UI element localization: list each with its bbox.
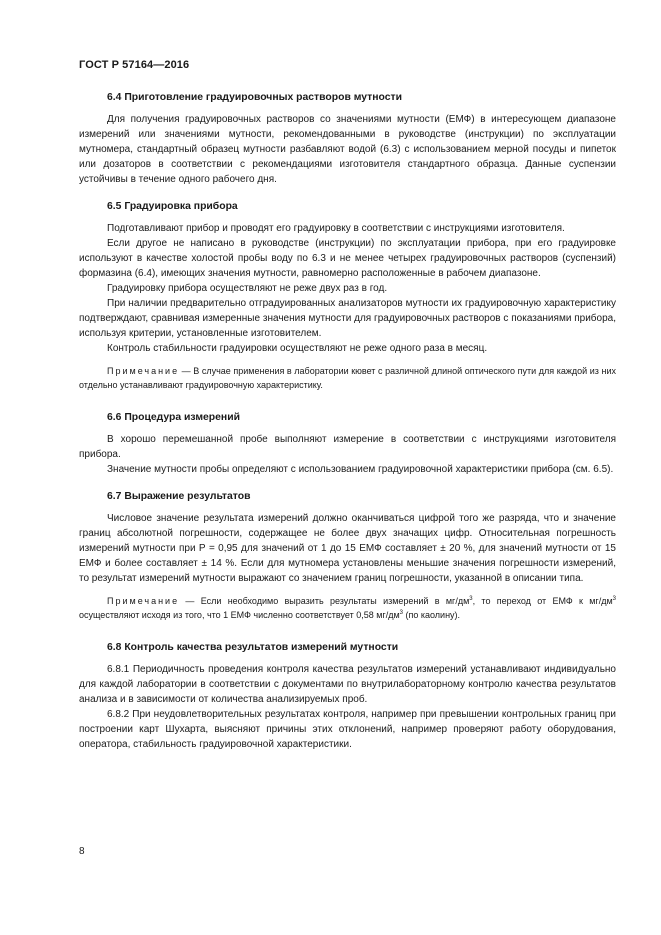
section-6-4-title: 6.4 Приготовление градуировочных растворов мутности (107, 92, 403, 103)
section-6-6-paragraph-2: Значение мутности пробы определяют с использованием градуировочной характеристики прибора (см. 6.5). (107, 464, 614, 475)
section-6-7-title: 6.7 Выражение результатов (107, 491, 251, 502)
page-body (79, 90, 616, 752)
page-number: 8 (79, 846, 85, 857)
section-6-6-title: 6.6 Процедура измерений (107, 412, 240, 423)
section-6-5-title: 6.5 Градуировка прибора (107, 201, 238, 212)
section-6-5-note (79, 364, 616, 392)
note-label: Примечание (107, 596, 180, 606)
section-6-5-paragraph-3: Градуировку прибора осуществляют не реже двух раз в год. (107, 283, 388, 294)
section-6-8-1-paragraph: 6.8.1 Периодичность проведения контроля качества результатов измерений устанавливают индивидуально для каждой лаборатории в соответствии с документами по внутрилабораторному контролю качества результатов анализа и в зависимости от количества анализируемых проб. (79, 664, 616, 705)
section-6-8-2-paragraph: 6.8.2 При неудовлетворительных результатах контроля, например при превышении контрольных границ при построении карт Шухарта, выясняют причины этих отклонений, например проверяют работу оборудования, оператора, стабильность градуировочной характеристики. (79, 709, 616, 750)
document-header: ГОСТ Р 57164—2016 (79, 59, 190, 71)
section-6-7-note (79, 594, 616, 622)
section-6-5-paragraph-5: Контроль стабильности градуировки осуществляют не реже одного раза в месяц. (107, 343, 488, 354)
superscript: 3 (612, 596, 616, 602)
section-6-4-paragraph: Для получения градуировочных растворов со значениями мутности (ЕМФ) в интересующем диапазоне измерений или значениями мутности, рекомендованными в руководстве (инструкции) по эксплуатации мутномера, стандартный образец мутности разбавляют водой (6.3) с использованием мерной посуды и пипеток или дозаторов в соответствии с рекомендациями изготовителя стандартного образца. Данные суспензии устойчивы в течение одного рабочего дня. (79, 114, 616, 185)
note-text-part: — Если необходимо выразить результаты измерений в мг/дм (179, 596, 470, 606)
section-6-5-paragraph-2: Если другое не написано в руководстве (инструкции) по эксплуатации прибора, при его градуировке используют в качестве холостой пробы воду по 6.3 и не менее четырех градуировочных растворов (суспензий) формазина (6.4), имеющих значения мутности, равномерно расположенные в рабочем диапазоне. (79, 238, 616, 279)
note-text-part: осуществляют исходя из того, что 1 ЕМФ численно соответствует 0,58 мг/дм (79, 610, 400, 620)
section-6-8-title: 6.8 Контроль качества результатов измерений мутности (107, 642, 399, 653)
superscript: 3 (399, 610, 403, 616)
note-text-part: (по каолину). (402, 610, 461, 620)
section-6-5-paragraph-4: При наличии предварительно отградуированных анализаторов мутности их градуировочную характеристику подтверждают, сравнивая измеренные значения мутности для градуировочных растворов с показаниями прибора, используя критерии, установленные изготовителем. (79, 298, 616, 339)
superscript: 3 (469, 596, 473, 602)
section-6-7-paragraph: Числовое значение результата измерений должно оканчиваться цифрой того же разряда, что и значение границ абсолютной погрешности, содержащее не более двух значащих цифр. Относительная погрешность измерений мутности при Р = 0,95 для значений от 1 до 15 ЕМФ составляет ± 20 %, для значений мутности от 15 ЕМФ и более составляет ± 14 %. Если для мутномера установлены меньшие значения погрешности измерений, то результат измерений мутности выражают со значением границ погрешности, указанной в описании типа. (79, 513, 616, 584)
note-label: Примечание (107, 366, 180, 376)
note-text: — В случае применения в лаборатории кювет с различной длиной оптического пути для каждой из них отдельно устанавливают градуировочную характеристику. (79, 366, 616, 390)
section-6-6-paragraph-1: В хорошо перемешанной пробе выполняют измерение в соответствии с инструкциями изготовителя прибора. (79, 434, 616, 460)
section-6-5-paragraph-1: Подготавливают прибор и проводят его градуировку в соответствии с инструкциями изготовителя. (107, 223, 565, 234)
note-text-part: , то переход от ЕМФ к мг/дм (472, 596, 613, 606)
